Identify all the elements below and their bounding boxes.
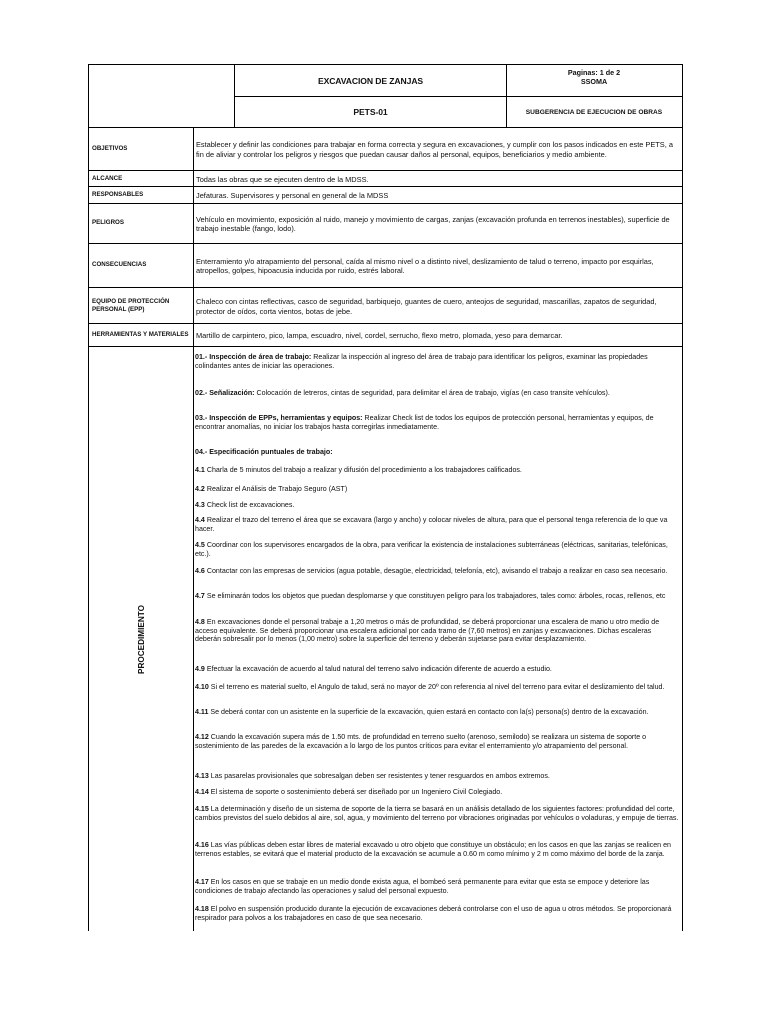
step-num: 4.2 [195,485,205,493]
row-text-herramientas: Martillo de carpintero, pico, lampa, escuadro, nivel, cordel, serrucho, flexo metro, plomada, yeso para demarcar. [196,331,563,341]
step-4-16 [195,841,679,858]
step-text: Colocación de letreros, cintas de seguridad, para delimitar el área de trabajo, vigías (en caso transite vehículos). [254,389,610,397]
step-text: Realizar Check list de todos los equipos de protección personal, herramientas y equipos, de encontrar anomalías, no iniciar los trabajos hasta corregirlas inmediatamente. [195,414,654,431]
row-label-peligros: PELIGROS [92,219,124,226]
step-text: Cuando la excavación supera más de 1.50 mts. de profundidad en terreno suelto (arenoso, semilodo) se realizara un sistema de soporte o sostenimiento de las paredes de la excavación a lo largo de los puntos críticos para evitar el enterramiento y/o atrapamiento del personal. [195,733,647,750]
step-4-8 [195,618,679,644]
row-label-herramientas: HERRAMIENTAS Y MATERIALES [92,331,189,338]
step-4-5 [195,541,679,558]
step-text: En los casos en que se trabaje en un medio donde exista agua, el bombeó será permanente para evitar que esta se empoce y deteriore las condiciones de trabajo afectando las operaciones y salud del personal expuesto. [195,878,650,895]
step-4-3 [195,501,679,510]
step-4-4 [195,516,679,533]
row-text-alcance: Todas las obras que se ejecuten dentro de la MDSS. [196,174,369,184]
document-page [88,64,683,931]
step-4-13 [195,772,679,781]
step-4-7 [195,592,679,601]
step-4-6 [195,567,679,576]
row-text-objetivos: Establecer y definir las condiciones para trabajar en forma correcta y segura en excavaciones, y cumplir con los pasos indicados en este PETS, a fin de aliviar y controlar los peligros y riesgos que puedan causar daños al personal, equipos, beneficiarios y medio ambiente. [196,140,673,159]
step-4-14 [195,788,679,797]
step-text: Realizar la inspección al ingreso del área de trabajo para identificar los peligros, examinar las propiedades colindantes antes de iniciar las operaciones. [195,353,648,370]
row-text-responsables: Jefaturas. Supervisores y personal en general de la MDSS [196,191,389,201]
area-name: SSOMA [580,77,608,86]
step-num: 4.1 [195,466,205,474]
step-num: 04.- Especificación puntuales de trabajo: [195,448,333,456]
step-text: Las vías públicas deben estar libres de material excavado u otro objeto que constituye un obstáculo; en los casos en que las zanjas se realicen en terrenos estables, se evitará que el material producto de la excavación se acumule a 0.60 m como mínimo y 2 m como máximo del borde de la zanja. [195,841,671,858]
step-num: 01.- Inspección de área de trabajo: [195,353,312,361]
step-text: La determinación y diseño de un sistema de soporte de la tierra se basará en un análisis detallado de los siguientes factores: profundidad del corte, cambios previstos del suelo debidos al aire, sol, agua, y movimiento del terreno por vibraciones originadas por vehículos o voladuras, y empuje de tierras. [195,805,679,822]
step-text: Se eliminarán todos los objetos que puedan desplomarse y que constituyen peligro para los trabajadores, tales como: árboles, rocas, rellenos, etc [204,592,666,600]
step-4-1 [195,466,679,475]
step-4-12 [195,733,679,750]
row-label-consecuencias: CONSECUENCIAS [92,261,147,268]
step-num: 03.- Inspección de EPPs, herramientas y equipos: [195,414,363,422]
step-text: Contactar con las empresas de servicios (agua potable, desagüe, electricidad, telefonía, etc), avisando el trabajo a realizar en caso sea necesario. [204,567,668,575]
step-text: Se deberá contar con un asistente en la superficie de la excavación, quien estará en contacto con la(s) persona(s) dentro de la excavación. [208,708,649,716]
row-text-consecuencias: Enterramiento y/o atrapamiento del personal, caída al mismo nivel o a distinto nivel, deslizamiento de talud o terreno, impacto por esquirlas, atropellos, golpes, hipoacusia inducida por ruido, estrés laboral. [196,256,654,275]
procedure-label-wrap [89,347,193,931]
row-label-objetivos: OBJETIVOS [92,144,128,152]
procedure-label-cell [89,347,193,931]
step-num: 4.17 [195,878,209,886]
step-4-17 [195,878,679,895]
document-code: PETS-01 [353,107,388,117]
step-num: 4.11 [195,708,209,716]
step-text: El sistema de soporte o sostenimiento deberá ser diseñado por un Ingeniero Civil Colegiado. [208,788,503,796]
department-name: SUBGERENCIA DE EJECUCION DE OBRAS [525,108,663,116]
step-text: Realizar el Análisis de Trabajo Seguro (AST) [204,485,348,493]
step-num: 4.13 [195,772,209,780]
step-num: 4.5 [195,541,205,549]
row-label-alcance: ALCANCE [92,174,123,182]
step-03 [195,414,679,431]
step-text: Efectuar la excavación de acuerdo al talud natural del terreno salvo indicación diferente de acuerdo a estudio. [204,665,552,673]
step-text: Las pasarelas provisionales que sobresalgan deben ser resistentes y tener resguardos en ambos extremos. [208,772,550,780]
row-text-epp: Chaleco con cintas reflectivas, casco de seguridad, barbiquejo, guantes de cuero, anteojos de seguridad, mascarillas, zapatos de seguridad, protector de oídos, corta vientos, botas de jebe. [196,297,657,316]
step-04 [195,448,679,457]
step-4-15 [195,805,679,822]
step-num: 4.8 [195,618,205,626]
step-num: 4.10 [195,683,209,691]
step-4-10 [195,683,679,692]
step-4-18 [195,905,679,922]
row-text-peligros: Vehículo en movimiento, exposición al ruido, manejo y movimiento de cargas, zanjas (excavación profunda en terrenos inestables), superficie de trabajo inestable (fango, lodo). [196,214,670,233]
step-4-11 [195,708,679,717]
step-num: 4.18 [195,905,209,913]
row-label-responsables: RESPONSABLES [92,191,144,198]
header-mid-line [234,96,682,97]
step-text: El polvo en suspensión producido durante la ejecución de excavaciones deberá controlarse con el uso de agua u otros métodos. Se proporcionará respirador para polvos a los trabajadores en caso de que sea necesario. [195,905,672,922]
document-title: EXCAVACION DE ZANJAS [317,75,424,86]
step-01 [195,353,679,370]
step-text: Check list de excavaciones. [204,501,295,509]
step-num: 4.12 [195,733,209,741]
step-num: 4.15 [195,805,209,813]
page-count: Paginas: 1 de 2 [567,68,621,77]
pages-box [507,68,681,96]
step-text: Realizar el trazo del terreno el área que se excavara (largo y ancho) y colocar niveles de altura, para que el personal tenga referencia de lo que va hacer. [195,516,668,533]
step-num: 4.9 [195,665,205,673]
row-label-epp: EQUIPO DE PROTECCIÓN PERSONAL (EPP) [92,297,170,313]
step-text: Charla de 5 minutos del trabajo a realizar y difusión del procedimiento a los trabajadores calificados. [204,466,522,474]
step-num: 4.16 [195,841,209,849]
step-text: En excavaciones donde el personal trabaje a 1,20 metros o más de profundidad, se deberá proporcionar una escalera de mano u otro medio de acceso equivalente. Se deberá proporcionar una escalera adicional por cada tramo de (7,60 metros) en zanjas y excavaciones. Dichas escaleras deberán sobresalir por lo menos (1,00 metro) sobre la superficie del terreno y deberán sujetarse para evitar desplazamiento. [195,618,660,644]
step-num: 02.- Señalización: [195,389,255,397]
step-num: 4.7 [195,592,205,600]
step-num: 4.14 [195,788,209,796]
step-text: Si el terreno es material suelto, el Angulo de talud, será no mayor de 20º con referencia al nivel del terreno para evitar el deslizamiento del talud. [208,683,665,691]
procedure-steps [195,347,681,931]
step-num: 4.4 [195,516,205,524]
step-num: 4.6 [195,567,205,575]
step-num: 4.3 [195,501,205,509]
procedure-label: PROCEDIMIENTO [136,604,146,674]
step-text: Coordinar con los supervisores encargados de la obra, para verificar la existencia de instalaciones subterráneas (eléctricas, sanitarias, telefónicas, etc.). [195,541,668,558]
step-4-9 [195,665,679,674]
step-02 [195,389,679,398]
step-4-2 [195,485,679,494]
